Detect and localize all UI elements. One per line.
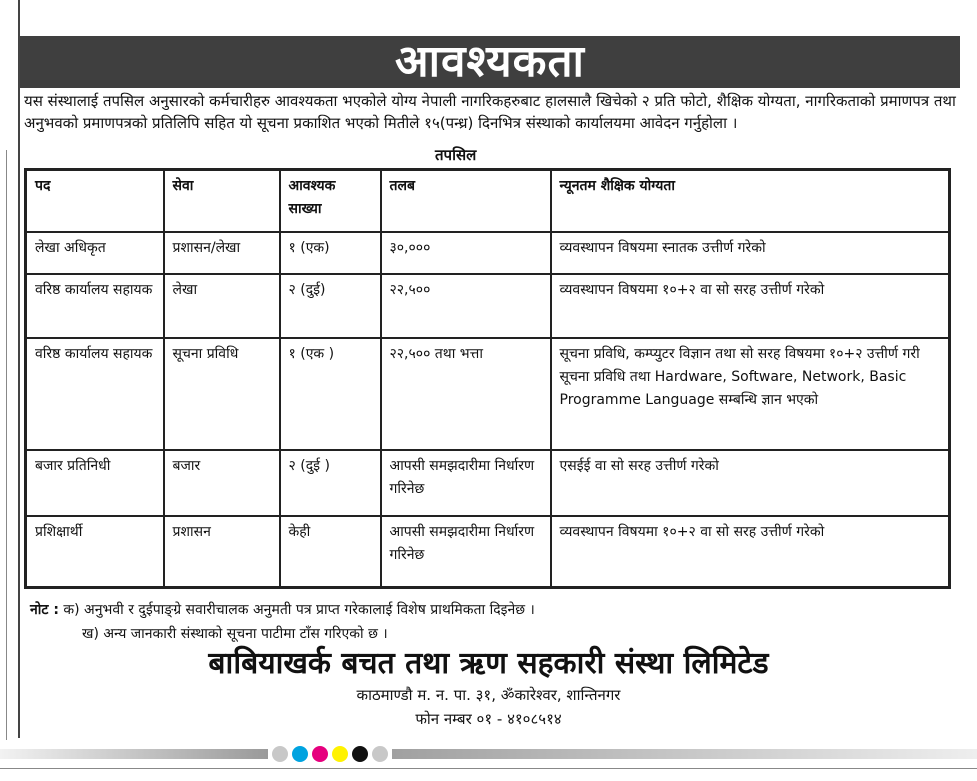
cell-service: बजार [164,450,280,516]
cell-salary: आपसी समझदारीमा निर्धारण गरिनेछ [381,516,551,588]
print-registration-bar [0,744,977,764]
registration-dot-gray-2 [372,746,388,762]
table-row [26,516,950,588]
cell-qualification: एसईई वा सो सरह उत्तीर्ण गरेको [551,450,950,516]
notes-section [30,598,950,646]
registration-dot-magenta [312,746,328,762]
table-row [26,450,950,516]
note-1-text: क) अनुभवी र दुईपाङ्ग्रे सवारीचालक अनुमती पत्र प्राप्त गरेकालाई विशेष प्राथमिकता दिइनेछ । [63,602,535,618]
registration-dot-gray [272,746,288,762]
organization-address: काठमाण्डौ म. न. पा. ३१, ॐकारेश्वर, शान्तिनगर [356,686,621,704]
cell-post: वरिष्ठ कार्यालय सहायक [26,338,164,450]
cell-count: १ (एक ) [280,338,381,450]
cell-post: बजार प्रतिनिधी [26,450,164,516]
cell-post: वरिष्ठ कार्यालय सहायक [26,274,164,338]
intro-paragraph: यस संस्थालाई तपसिल अनुसारको कर्मचारीहरु आवश्यकता भएकोले योग्य नेपाली नागरिकहरुबाट हालसालै खिचेको २ प्रति फोटो, शैक्षिक योग्यता, नागरिकताको प्रमाणपत्र तथा अनुभवको प्रमाणपत्रको प्रतिलिपि सहित यो सूचना प्रकाशित भएको मितीले १५(पन्ध्र) दिनभित्र संस्थाको कार्यालयमा आवेदन गर्नुहोला । [24,92,956,132]
cell-qualification: व्यवस्थापन विषयमा स्नातक उत्तीर्ण गरेको [551,232,950,274]
registration-dot-black [352,746,368,762]
header-qualification: न्यूनतम शैक्षिक योग्यता [551,170,950,232]
table-row [26,338,950,450]
cell-service: प्रशासन/लेखा [164,232,280,274]
cell-count: २ (दुई) [280,274,381,338]
cell-salary: २२,५०० तथा भत्ता [381,338,551,450]
cell-count: २ (दुई ) [280,450,381,516]
registration-dot-cyan [292,746,308,762]
gray-gradient-right [392,749,977,759]
table-row [26,274,950,338]
bottom-rule [0,768,977,769]
cell-service: प्रशासन [164,516,280,588]
cell-count: १ (एक) [280,232,381,274]
note-line-1 [30,598,950,622]
vacancy-table [24,168,951,589]
cell-count: केही [280,516,381,588]
cell-qualification: व्यवस्थापन विषयमा १०+२ वा सो सरह उत्तीर्ण गरेको [551,274,950,338]
cell-qualification: सूचना प्रविधि, कम्प्युटर विज्ञान तथा सो सरह विषयमा १०+२ उत्तीर्ण गरी सूचना प्रविधि तथा Hardware, Software, Network, Basic Programme Language सम्बन्धि ज्ञान भएको [551,338,950,450]
note-label: नोट : [30,602,59,618]
cell-salary: २२,५०० [381,274,551,338]
cell-post: प्रशिक्षार्थी [26,516,164,588]
cell-service: लेखा [164,274,280,338]
notice-title-banner: आवश्यकता [20,36,960,88]
cell-service: सूचना प्रविधि [164,338,280,450]
organization-phone: फोन नम्बर ०१ - ४१०८५१४ [415,710,562,728]
table-header-row [26,170,950,232]
header-service: सेवा [164,170,280,232]
header-count: आवश्यक साख्या [280,170,381,232]
cell-post: लेखा अधिकृत [26,232,164,274]
header-salary: तलब [381,170,551,232]
header-post: पद [26,170,164,232]
table-row [26,232,950,274]
cell-salary: आपसी समझदारीमा निर्धारण गरिनेछ [381,450,551,516]
registration-dot-yellow [332,746,348,762]
organization-name: बाबियाखर्क बचत तथा ऋण सहकारी संस्था लिमिटेड [208,646,769,681]
note-2-text: ख) अन्य जानकारी संस्थाको सूचना पाटीमा टाँस गरिएको छ । [82,626,388,642]
cell-qualification: व्यवस्थापन विषयमा १०+२ वा सो सरह उत्तीर्ण गरेको [551,516,950,588]
cell-salary: ३०,००० [381,232,551,274]
column-divider [18,0,20,738]
details-heading: तपसिल [435,146,477,164]
column-divider-outer [6,150,7,740]
gray-gradient-left [0,749,268,759]
